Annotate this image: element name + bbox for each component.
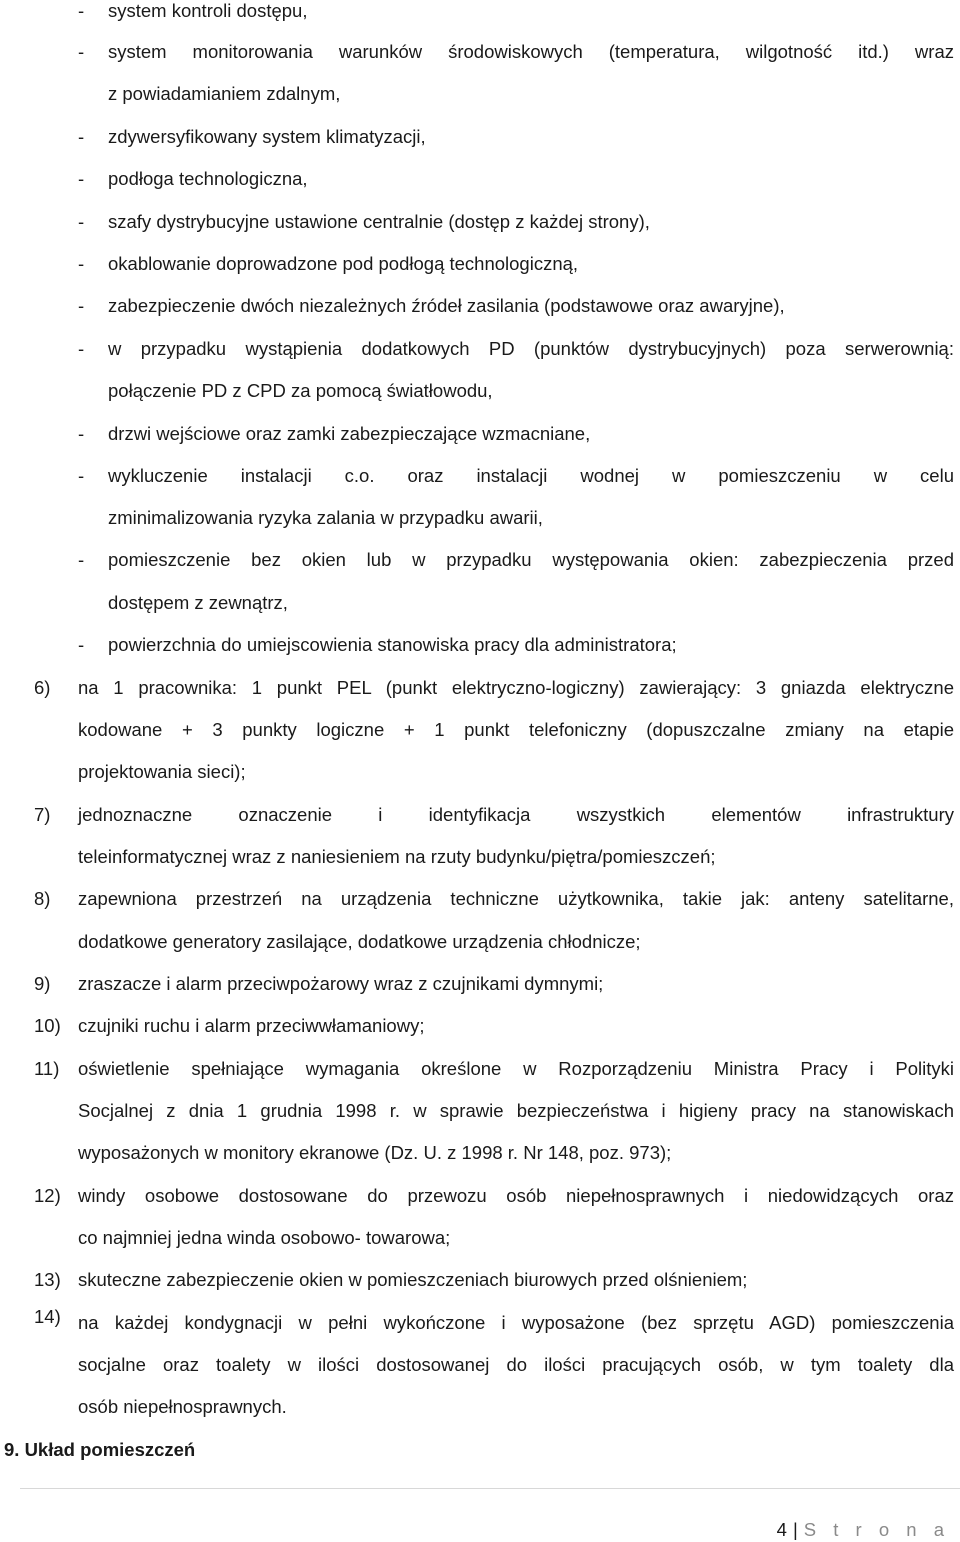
bullet-dash: - [78, 423, 85, 444]
list-item: skuteczne zabezpieczenie okien w pomieszczeniach biurowych przed olśnieniem; [78, 1269, 748, 1290]
list-item: okablowanie doprowadzone pod podłogą technologiczną, [108, 253, 579, 274]
bullet-dash: - [78, 168, 85, 189]
bullet-dash: - [78, 41, 85, 62]
item-number: 11) [34, 1058, 60, 1079]
list-item: Socjalnej z dnia 1 grudnia 1998 r. w sprawie bezpieczeństwa i higieny pracy na stanowiskach [78, 1100, 954, 1121]
item-number: 7) [34, 804, 51, 825]
list-item: wykluczenie instalacji c.o. oraz instalacji wodnej w pomieszczeniu w celu [108, 465, 954, 486]
item-number: 14) [34, 1306, 61, 1327]
list-item: zabezpieczenie dwóch niezależnych źródeł zasilania (podstawowe oraz awaryjne), [108, 295, 785, 316]
item-number: 13) [34, 1269, 61, 1290]
bullet-dash: - [78, 549, 85, 570]
list-item: teleinformatycznej wraz z naniesieniem na rzuty budynku/piętra/pomieszczeń; [78, 846, 716, 867]
list-item: czujniki ruchu i alarm przeciwwłamaniowy; [78, 1015, 425, 1036]
list-item: zdywersyfikowany system klimatyzacji, [108, 126, 426, 147]
bullet-dash: - [78, 253, 85, 274]
list-item: podłoga technologiczna, [108, 168, 308, 189]
bullet-dash: - [78, 465, 85, 486]
list-item: powierzchnia do umiejscowienia stanowiska pracy dla administratora; [108, 634, 677, 655]
list-item: osób niepełnosprawnych. [78, 1396, 287, 1417]
item-number: 9) [34, 973, 51, 994]
list-item: windy osobowe dostosowane do przewozu osób niepełnosprawnych i niedowidzących oraz [78, 1185, 954, 1206]
list-item-continuation: połączenie PD z CPD za pomocą światłowodu, [108, 380, 493, 401]
list-item-continuation: dostępem z zewnątrz, [108, 592, 288, 613]
footer-divider [20, 1488, 960, 1489]
bullet-dash: - [78, 295, 85, 316]
bullet-dash: - [78, 126, 85, 147]
item-number: 8) [34, 888, 51, 909]
item-number: 6) [34, 677, 51, 698]
page-footer [777, 1518, 950, 1542]
page-number: 4 [776, 1519, 787, 1540]
list-item: drzwi wejściowe oraz zamki zabezpieczające wzmacniane, [108, 423, 591, 444]
footer-separator: | [792, 1519, 798, 1540]
list-item: kodowane + 3 punkty logiczne + 1 punkt telefoniczny (dopuszczalne zmiany na etapie [78, 719, 954, 740]
list-item: dodatkowe generatory zasilające, dodatkowe urządzenia chłodnicze; [78, 931, 641, 952]
list-item-continuation: z powiadamianiem zdalnym, [108, 83, 341, 104]
list-item: na każdej kondygnacji w pełni wykończone i wyposażone (bez sprzętu AGD) pomieszczenia [78, 1312, 954, 1333]
bullet-dash: - [78, 211, 85, 232]
list-item: w przypadku wystąpienia dodatkowych PD (punktów dystrybucyjnych) poza serwerownią: [108, 338, 954, 359]
bullet-dash: - [78, 338, 85, 359]
item-number: 12) [34, 1185, 61, 1206]
list-item: zapewniona przestrzeń na urządzenia techniczne użytkownika, takie jak: anteny satelitarne, [78, 888, 954, 909]
list-item: wyposażonych w monitory ekranowe (Dz. U. z 1998 r. Nr 148, poz. 973); [78, 1142, 672, 1163]
footer-label: S t r o n a [803, 1519, 950, 1540]
section-heading: 9. Układ pomieszczeń [4, 1439, 196, 1460]
list-item: szafy dystrybucyjne ustawione centralnie (dostęp z każdej strony), [108, 211, 650, 232]
bullet-dash: - [78, 634, 85, 655]
list-item: oświetlenie spełniające wymagania określone w Rozporządzeniu Ministra Pracy i Polityki [78, 1058, 954, 1079]
item-number: 10) [34, 1015, 61, 1036]
bullet-dash: - [78, 0, 85, 21]
list-item: zraszacze i alarm przeciwpożarowy wraz z czujnikami dymnymi; [78, 973, 604, 994]
list-item: co najmniej jedna winda osobowo- towarowa; [78, 1227, 451, 1248]
list-item: projektowania sieci); [78, 761, 246, 782]
list-item: jednoznaczne oznaczenie i identyfikacja wszystkich elementów infrastruktury [78, 804, 954, 825]
list-item: na 1 pracownika: 1 punkt PEL (punkt elektryczno-logiczny) zawierający: 3 gniazda elektryczne [78, 677, 954, 698]
list-item: pomieszczenie bez okien lub w przypadku występowania okien: zabezpieczenia przed [108, 549, 954, 570]
list-item: system kontroli dostępu, [108, 0, 308, 21]
list-item-continuation: zminimalizowania ryzyka zalania w przypadku awarii, [108, 507, 543, 528]
list-item: socjalne oraz toalety w ilości dostosowanej do ilości pracujących osób, w tym toalety dla [78, 1354, 954, 1375]
list-item: system monitorowania warunków środowiskowych (temperatura, wilgotność itd.) wraz [108, 41, 954, 62]
